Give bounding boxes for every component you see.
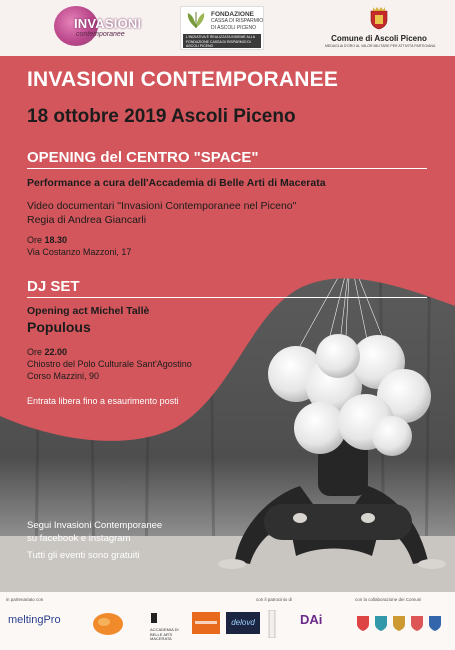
free-events-note: Tutti gli eventi sono gratuiti [27, 550, 140, 561]
social-line2: su facebook e instagram [27, 533, 131, 544]
fondazione-leaf-icon [185, 11, 207, 29]
comune-name: Comune di Ascoli Piceno [331, 34, 427, 43]
time-value: 22.00 [44, 347, 68, 357]
accademia-logo [150, 610, 186, 642]
time-value: 18.30 [44, 235, 68, 245]
meltingpro-logo: meltingPro [8, 614, 61, 626]
section-opening-heading: OPENING del CENTRO "SPACE" [27, 149, 259, 166]
sponsor-footer [0, 592, 455, 650]
sponsor-vertical-logo [267, 610, 277, 638]
comune-subtitle: MEDAGLIA D'ORO AL VALOR MILITARE PER ATTIVITÀ PARTIGIANA [325, 44, 436, 48]
fondazione-carisap-logo [180, 6, 264, 50]
djset-time [27, 347, 67, 357]
deliovd-logo: delovd [226, 612, 260, 634]
sponsor-splash-logo [92, 612, 124, 636]
dai-logo: DAi [300, 612, 323, 627]
fondazione-line2: CASSA DI RISPARMIO [211, 18, 264, 24]
partner-label: in partenariato con [6, 597, 44, 602]
logo-title: INVASIONI [74, 16, 142, 31]
djset-address: Corso Mazzini, 90 [27, 371, 100, 381]
regia-text: Regia di Andrea Giancarli [27, 214, 147, 226]
video-text: Video documentari "Invasioni Contemporanee nel Piceno" [27, 200, 297, 212]
comuni-crests-row [356, 614, 448, 632]
time-label: Ore [27, 235, 43, 245]
section-djset-heading: DJ SET [27, 278, 80, 295]
time-label: Ore [27, 347, 43, 357]
fondazione-line3: DI ASCOLI PICENO [211, 25, 257, 31]
social-line1: Segui Invasioni Contemporanee [27, 520, 163, 531]
headliner-text: Populous [27, 319, 91, 335]
poster-title: INVASIONI CONTEMPORANEE [27, 68, 339, 91]
accademia-emblem-icon [150, 613, 158, 623]
sponsor-orange-logo [192, 612, 220, 634]
collaboration-label: con la collaborazione dei Comuni [355, 597, 422, 602]
accademia-name: ACCADEMIA DI BELLE ARTI MACERATA [150, 627, 179, 641]
fondazione-caption: L'INIZIATIVA È REALIZZATA INSIEME ALLA FONDAZIONE CASSA DI RISPARMIO DI ASCOLI PICENO [183, 34, 261, 48]
logo-subtitle: contemporanee [76, 31, 125, 38]
performance-text: Performance a cura dell'Accademia di Belle Arti di Macerata [27, 177, 326, 189]
patrocinio-label: con il patrocinio di [256, 597, 293, 602]
comune-crest-icon [369, 6, 389, 30]
section-divider [27, 168, 427, 169]
opening-address: Via Costanzo Mazzoni, 17 [27, 247, 132, 257]
section-divider [27, 297, 427, 298]
header-bar [0, 0, 455, 56]
event-poster [0, 56, 455, 592]
fondazione-line1: FONDAZIONE [211, 11, 254, 18]
free-entry-note: Entrata libera fino a esaurimento posti [27, 396, 179, 406]
djset-venue: Chiostro del Polo Culturale Sant'Agostino [27, 359, 192, 369]
comune-ascoli-logo [325, 4, 436, 52]
opening-time [27, 235, 67, 245]
invasioni-contemporanee-logo [52, 4, 142, 50]
opening-act-text: Opening act Michel Tallè [27, 305, 150, 317]
poster-date-place: 18 ottobre 2019 Ascoli Piceno [27, 106, 296, 127]
